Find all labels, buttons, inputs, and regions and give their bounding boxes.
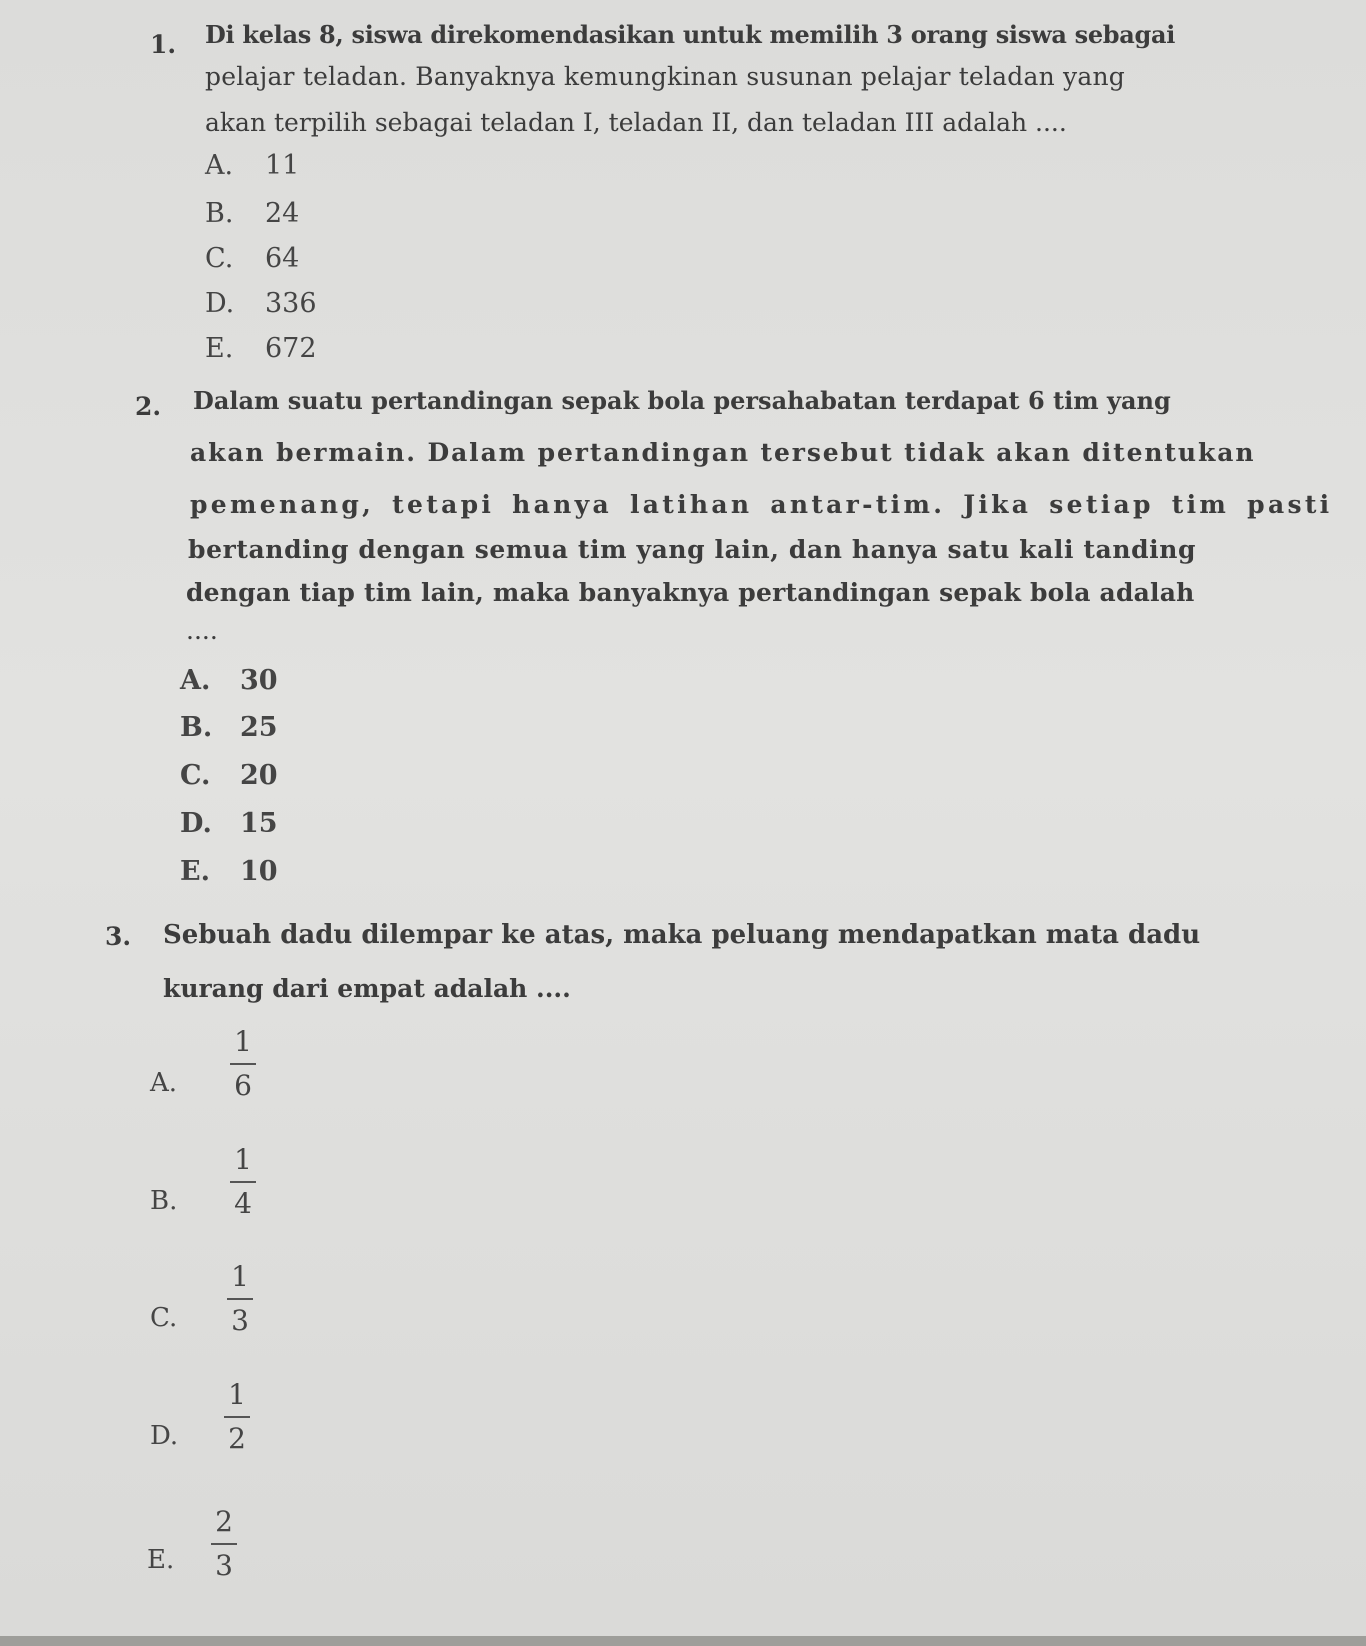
fraction: 1 6 — [228, 1025, 258, 1103]
question-text-line: akan bermain. Dalam pertandingan tersebut tidak akan ditentukan — [190, 438, 1256, 467]
option-b[interactable]: B. 25 — [180, 712, 278, 743]
question-number: 2. — [135, 392, 162, 421]
option-d[interactable]: D. 336 — [205, 288, 317, 319]
option-c[interactable]: C. 20 — [180, 760, 278, 791]
fraction: 1 4 — [228, 1143, 258, 1221]
option-e[interactable]: E. 672 — [205, 333, 317, 364]
question-text-line: pemenang, tetapi hanya latihan antar-tim. Jika setiap tim pasti — [190, 490, 1333, 519]
worksheet-page: 1. Di kelas 8, siswa direkomendasikan untuk memilih 3 orang siswa sebagai pelajar teladan. Banyaknya kemungkinan susunan pelajar teladan yang akan terpilih sebagai teladan I, teladan II, dan teladan III adalah .... A. 11 B. 24 C. 64 D. 336 E. 672 2. Dalam suatu pertandingan sepak bola persahabatan terdapat 6 tim yang akan bermain. Dalam pertandingan tersebut tidak akan ditentukan pemenang, tetapi hanya latihan antar-tim. Jika setiap tim pasti bertanding dengan semua tim yang lain, dan hanya satu kali tanding dengan tiap tim lain, maka banyaknya pertandingan sepak bola adalah .... A. 30 B. 25 C. 20 D. 15 E. 10 3. Sebuah dadu dilempar ke atas, maka peluang mendapatkan mata dadu kurang dari empat adalah .... A. 1 6 B. 1 4 C. 1 3 D. 1 2 E. 2 3 — [0, 0, 1366, 1640]
question-text-line: Sebuah dadu dilempar ke atas, maka peluang mendapatkan mata dadu — [163, 920, 1201, 950]
question-number: 1. — [150, 30, 177, 59]
question-text-line: dengan tiap tim lain, maka banyaknya pertandingan sepak bola adalah — [186, 578, 1195, 607]
option-a[interactable]: A. 30 — [180, 665, 278, 696]
question-text-line: kurang dari empat adalah .... — [163, 974, 571, 1003]
page-bottom-edge — [0, 1636, 1366, 1646]
fraction: 1 2 — [222, 1378, 252, 1456]
fraction: 2 3 — [209, 1505, 239, 1583]
question-text-line: pelajar teladan. Banyaknya kemungkinan susunan pelajar teladan yang — [205, 62, 1125, 91]
question-text-line: bertanding dengan semua tim yang lain, dan hanya satu kali tanding — [188, 535, 1197, 564]
option-e[interactable]: E. 10 — [180, 856, 278, 887]
option-a[interactable]: A. 11 — [205, 150, 300, 181]
question-number: 3. — [105, 922, 132, 951]
option-d[interactable]: D. 15 — [180, 808, 278, 839]
question-text-line: .... — [186, 616, 218, 645]
option-b[interactable]: B. 24 — [205, 198, 300, 229]
fraction: 1 3 — [225, 1260, 255, 1338]
question-text-line: Dalam suatu pertandingan sepak bola persahabatan terdapat 6 tim yang — [193, 386, 1171, 415]
question-text-line: akan terpilih sebagai teladan I, teladan II, dan teladan III adalah .... — [205, 108, 1067, 137]
question-text-line: Di kelas 8, siswa direkomendasikan untuk memilih 3 orang siswa sebagai — [205, 20, 1176, 49]
option-c[interactable]: C. 64 — [205, 243, 300, 274]
